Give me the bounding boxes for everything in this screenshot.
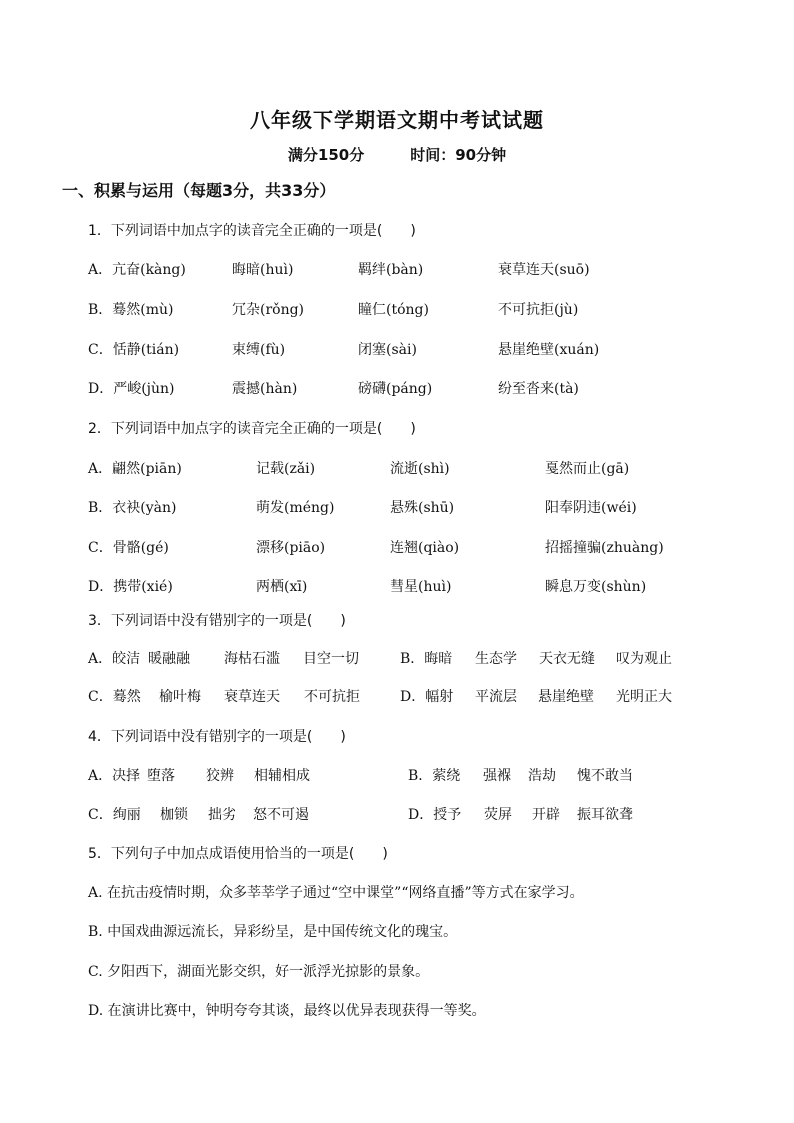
q1-a-word3: 羁绊(bàn)	[358, 262, 424, 278]
q1-a-word1: A．亢奋(kàng)	[88, 262, 186, 278]
exam-info	[0, 144, 794, 165]
q5-option-b: B. 中国戏曲源远流长，异彩纷呈，是中国传统文化的瑰宝。	[88, 924, 458, 940]
q2-option-a	[88, 458, 728, 480]
q2-a-word4: 戛然而止(gā)	[545, 461, 630, 477]
q1-option-b	[88, 299, 728, 321]
q3-c-word1: C．蓦然	[88, 689, 141, 705]
q2-b-word1: B．衣袂(yàn)	[88, 500, 177, 516]
q2-d-word2: 两栖(xī)	[256, 579, 308, 595]
q4-d-word3: 开辟	[532, 807, 560, 823]
q1-d-word4: 纷至沓来(tà)	[498, 381, 579, 397]
q3-row-cd	[88, 686, 728, 708]
question-3-stem: 3．下列词语中没有错别字的一项是( )	[88, 613, 346, 629]
q4-row-ab	[88, 765, 728, 787]
q3-c-word4: 不可抗拒	[304, 689, 360, 705]
q4-b-word1: B．萦绕	[408, 768, 461, 784]
q2-c-word3: 连翘(qiào)	[390, 540, 460, 556]
q1-c-word3: 闭塞(sài)	[358, 342, 417, 358]
q2-a-word1: A．翩然(piān)	[88, 461, 182, 477]
q2-b-word2: 萌发(méng)	[256, 500, 335, 516]
q4-c-word3: 拙劣	[208, 807, 236, 823]
section-heading: 一、积累与运用（每题3分，共33分）	[62, 181, 336, 200]
exam-time: 时间：90分钟	[410, 146, 507, 164]
q1-b-word3: 瞳仁(tóng)	[358, 302, 429, 318]
q1-c-word2: 束缚(fù)	[232, 342, 286, 358]
q1-d-word3: 磅礴(páng)	[358, 381, 433, 397]
q3-c-word2: 榆叶梅	[159, 689, 201, 705]
q4-b-word3: 浩劫	[528, 768, 556, 784]
q1-option-d	[88, 378, 728, 400]
q2-b-word4: 阳奉阴违(wéi)	[545, 500, 637, 516]
q1-option-a	[88, 259, 728, 281]
q2-c-word2: 漂移(piāo)	[256, 540, 326, 556]
q3-c-word3: 衰草连天	[224, 689, 280, 705]
q2-d-word3: 彗星(huì)	[390, 579, 452, 595]
q2-b-word3: 悬殊(shū)	[390, 500, 455, 516]
question-5-stem: 5．下列句子中加点成语使用恰当的一项是( )	[88, 846, 388, 862]
q2-d-word1: D．携带(xié)	[88, 579, 173, 595]
q1-c-word1: C．恬静(tián)	[88, 342, 180, 358]
question-2-stem: 2．下列词语中加点字的读音完全正确的一项是( )	[88, 421, 416, 437]
q4-d-word4: 振耳欲聋	[577, 807, 633, 823]
q1-option-c	[88, 339, 728, 361]
q4-d-word1: D．授予	[408, 807, 462, 823]
q2-a-word3: 流逝(shì)	[390, 461, 450, 477]
q3-b-word2: 生态学	[475, 651, 517, 667]
q3-a-word2: 暖融融	[148, 651, 190, 667]
q4-c-word4: 怒不可遏	[253, 807, 309, 823]
q4-c-word2: 枷锁	[160, 807, 188, 823]
q4-a-word1: A．决择	[88, 768, 141, 784]
q2-option-b	[88, 497, 728, 519]
q1-d-word2: 震撼(hàn)	[232, 381, 298, 397]
question-1-stem: 1．下列词语中加点字的读音完全正确的一项是( )	[88, 223, 416, 239]
q5-option-c: C. 夕阳西下，湖面光影交织，好一派浮光掠影的景象。	[88, 964, 430, 980]
q3-b-word3: 天衣无缝	[539, 651, 595, 667]
q2-a-word2: 记载(zǎi)	[256, 461, 316, 477]
q1-a-word4: 衰草连天(suō)	[498, 262, 590, 278]
q3-a-word4: 目空一切	[303, 651, 359, 667]
q2-option-d	[88, 576, 728, 598]
q4-a-word2: 堕落	[147, 768, 175, 784]
q2-c-word4: 招摇撞骗(zhuàng)	[545, 540, 664, 556]
q3-a-word1: A．皎洁	[88, 651, 141, 667]
q2-option-c	[88, 537, 728, 559]
q3-a-word3: 海枯石滥	[224, 651, 280, 667]
q3-b-word1: B．晦暗	[400, 651, 453, 667]
q1-b-word2: 冗杂(rǒng)	[232, 302, 305, 318]
q1-b-word4: 不可抗拒(jù)	[498, 302, 579, 318]
q5-option-a: A. 在抗击疫情时期，众多莘莘学子通过“空中课堂”“网络直播”等方式在家学习。	[88, 885, 584, 901]
q1-d-word1: D．严峻(jùn)	[88, 381, 175, 397]
q3-d-word2: 平流层	[475, 689, 517, 705]
q3-d-word4: 光明正大	[616, 689, 672, 705]
q3-b-word4: 叹为观止	[616, 651, 672, 667]
q4-a-word3: 狡辨	[206, 768, 234, 784]
q4-d-word2: 荧屏	[484, 807, 512, 823]
page-title: 八年级下学期语文期中考试试题	[250, 108, 544, 132]
q1-b-word1: B．蓦然(mù)	[88, 302, 174, 318]
q3-row-ab	[88, 648, 728, 670]
q1-a-word2: 晦暗(huì)	[232, 262, 294, 278]
q2-c-word1: C．骨骼(gé)	[88, 540, 169, 556]
q3-d-word1: D．幅射	[400, 689, 454, 705]
question-4-stem: 4．下列词语中没有错别字的一项是( )	[88, 729, 346, 745]
q5-option-d: D. 在演讲比赛中，钟明夸夸其谈，最终以优异表现获得一等奖。	[88, 1003, 486, 1019]
q4-row-cd	[88, 804, 728, 826]
q1-c-word4: 悬崖绝壁(xuán)	[498, 342, 600, 358]
q4-a-word4: 相辅相成	[254, 768, 310, 784]
full-score: 满分150分	[287, 146, 365, 164]
q4-c-word1: C．绚丽	[88, 807, 141, 823]
q3-d-word3: 悬崖绝壁	[538, 689, 594, 705]
q4-b-word4: 愧不敢当	[577, 768, 633, 784]
q4-b-word2: 强褓	[483, 768, 511, 784]
q2-d-word4: 瞬息万变(shùn)	[545, 579, 647, 595]
